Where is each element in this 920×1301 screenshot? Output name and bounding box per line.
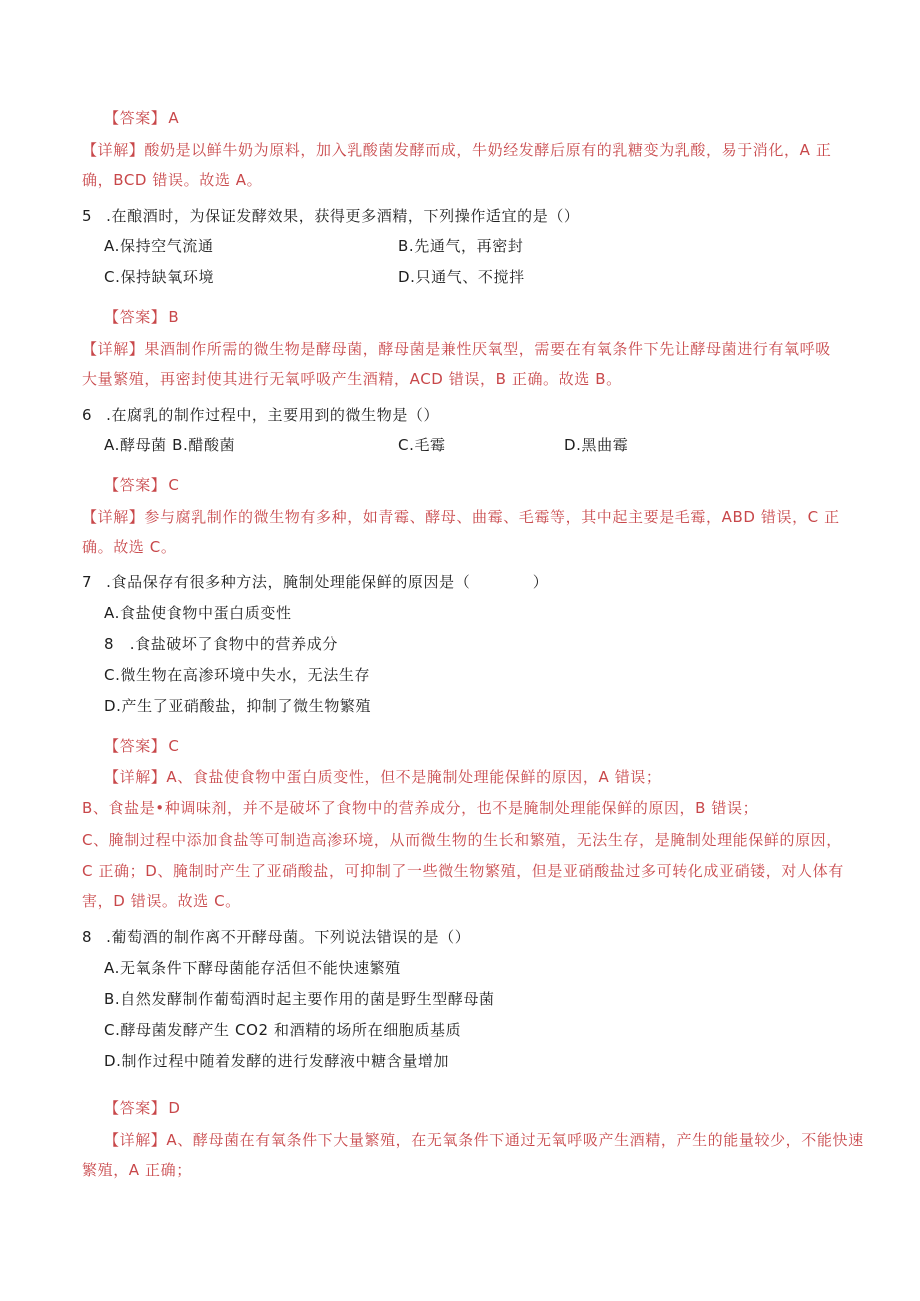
q5-option-d: D.只通气、不搅拌 xyxy=(398,268,525,286)
q6-option-d: D.黑曲霉 xyxy=(564,436,629,454)
question-number: 5 xyxy=(82,207,93,225)
question-number: 7 xyxy=(82,573,93,591)
question-text: .在酿酒时，为保证发酵效果，获得更多酒精，下列操作适宜的是（） xyxy=(106,207,580,225)
q7-option-a: A.食盐使食物中蛋白质变性 xyxy=(104,604,292,622)
q8-stem xyxy=(82,927,470,947)
q8-option-c: C.酵母菌发酵产生 CO2 和酒精的场所在细胞质基质 xyxy=(104,1021,462,1039)
q6-option-ab: A.酵母菌 B.醋酸菌 xyxy=(104,436,236,454)
question-number: 8 xyxy=(82,928,93,946)
explain-text: 参与腐乳制作的微生物有多种，如青霉、酵母、曲霉、毛霉等，其中起主要是毛霉，ABD 错误，C 正 xyxy=(144,508,840,526)
q6-option-c: C.毛霉 xyxy=(398,436,446,454)
answer-tag: 【答案】 xyxy=(104,1099,167,1117)
explain-tag: 【详解】 xyxy=(104,1131,167,1149)
answer-tag: 【答案】 xyxy=(104,476,167,494)
q4-explanation-line-2: 确，BCD 错误。故选 A。 xyxy=(82,171,263,189)
q7-explanation-line-3: C、腌制过程中添加食盐等可制造高渗环境，从而微生物的生长和繁殖，无法生存，是腌制处理能保鲜的原因， xyxy=(82,831,842,849)
explain-text: A、酵母菌在有氧条件下大量繁殖，在无氧条件下通过无氧呼吸产生酒精，产生的能量较少，不能快速 xyxy=(166,1131,864,1149)
q7-option-c: C.微生物在高渗环境中失水，无法生存 xyxy=(104,666,371,684)
explain-text: A、食盐使食物中蛋白质变性，但不是腌制处理能保鲜的原因，A 错误； xyxy=(166,768,662,786)
q5-option-a: A.保持空气流通 xyxy=(104,237,214,255)
q8-explanation-line-1 xyxy=(104,1130,864,1150)
q8-option-b: B.自然发酵制作葡萄酒时起主要作用的菌是野生型酵母菌 xyxy=(104,990,495,1008)
answer-tag: 【答案】 xyxy=(104,308,167,326)
q7-stem xyxy=(82,572,548,592)
explain-text: 果酒制作所需的微生物是酵母菌，酵母菌是兼性厌氧型，需要在有氧条件下先让酵母菌进行有氧呼吸 xyxy=(144,340,831,358)
explain-tag: 【详解】 xyxy=(82,508,145,526)
q6-answer xyxy=(104,475,179,495)
q5-explanation-line-1 xyxy=(82,339,831,359)
q5-explanation-line-2: 大量繁殖，再密封使其进行无氧呼吸产生酒精，ACD 错误，B 正确。故选 B。 xyxy=(82,370,622,388)
question-text: .食品保存有很多种方法，腌制处理能保鲜的原因是（ ） xyxy=(106,573,549,591)
answer-value: A xyxy=(168,109,180,127)
q8-option-a: A.无氧条件下酵母菌能存活但不能快速繁殖 xyxy=(104,959,401,977)
q7-option-d: D.产生了亚硝酸盐，抑制了微生物繁殖 xyxy=(104,697,372,715)
explain-tag: 【详解】 xyxy=(82,141,145,159)
q8-option-d: D.制作过程中随着发酵的进行发酵液中糖含量增加 xyxy=(104,1052,450,1070)
q8-answer xyxy=(104,1098,181,1118)
q7-explanation-line-4: C 正确；D、腌制时产生了亚硝酸盐，可抑制了一些微生物繁殖，但是亚硝酸盐过多可转化成亚硝镂，对人体有 xyxy=(82,862,844,880)
q6-stem xyxy=(82,405,439,425)
q4-answer xyxy=(104,108,179,128)
answer-value: D xyxy=(168,1099,181,1117)
q7-explanation-line-1 xyxy=(104,767,662,787)
q6-explanation-line-2: 确。故选 C。 xyxy=(82,538,177,556)
q4-explanation-line-1 xyxy=(82,140,831,160)
q5-answer xyxy=(104,307,179,327)
q7-explanation-line-2: B、食盐是•种调味剂，并不是破坏了食物中的营养成分，也不是腌制处理能保鲜的原因，B 错误； xyxy=(82,799,759,817)
q7-explanation-line-5: 害，D 错误。故选 C。 xyxy=(82,892,241,910)
explain-text: 酸奶是以鲜牛奶为原料，加入乳酸菌发酵而成，牛奶经发酵后原有的乳糖变为乳酸，易于消化，A 正 xyxy=(144,141,832,159)
question-number: 6 xyxy=(82,406,93,424)
q7-answer xyxy=(104,736,179,756)
question-text: .葡萄酒的制作离不开酵母菌。下列说法错误的是（） xyxy=(106,928,471,946)
explain-tag: 【详解】 xyxy=(104,768,167,786)
explain-tag: 【详解】 xyxy=(82,340,145,358)
q8-explanation-line-2: 繁殖，A 正确； xyxy=(82,1161,192,1179)
q5-stem xyxy=(82,206,580,226)
q6-explanation-line-1 xyxy=(82,507,840,527)
answer-tag: 【答案】 xyxy=(104,109,167,127)
answer-value: C xyxy=(168,737,180,755)
answer-value: B xyxy=(168,308,180,326)
question-text: .在腐乳的制作过程中，主要用到的微生物是（） xyxy=(106,406,440,424)
q5-option-c: C.保持缺氧环境 xyxy=(104,268,215,286)
q7-option-b: 8 .食盐破坏了食物中的营养成分 xyxy=(104,635,338,653)
answer-value: C xyxy=(168,476,180,494)
q5-option-b: B.先通气，再密封 xyxy=(398,237,524,255)
answer-tag: 【答案】 xyxy=(104,737,167,755)
